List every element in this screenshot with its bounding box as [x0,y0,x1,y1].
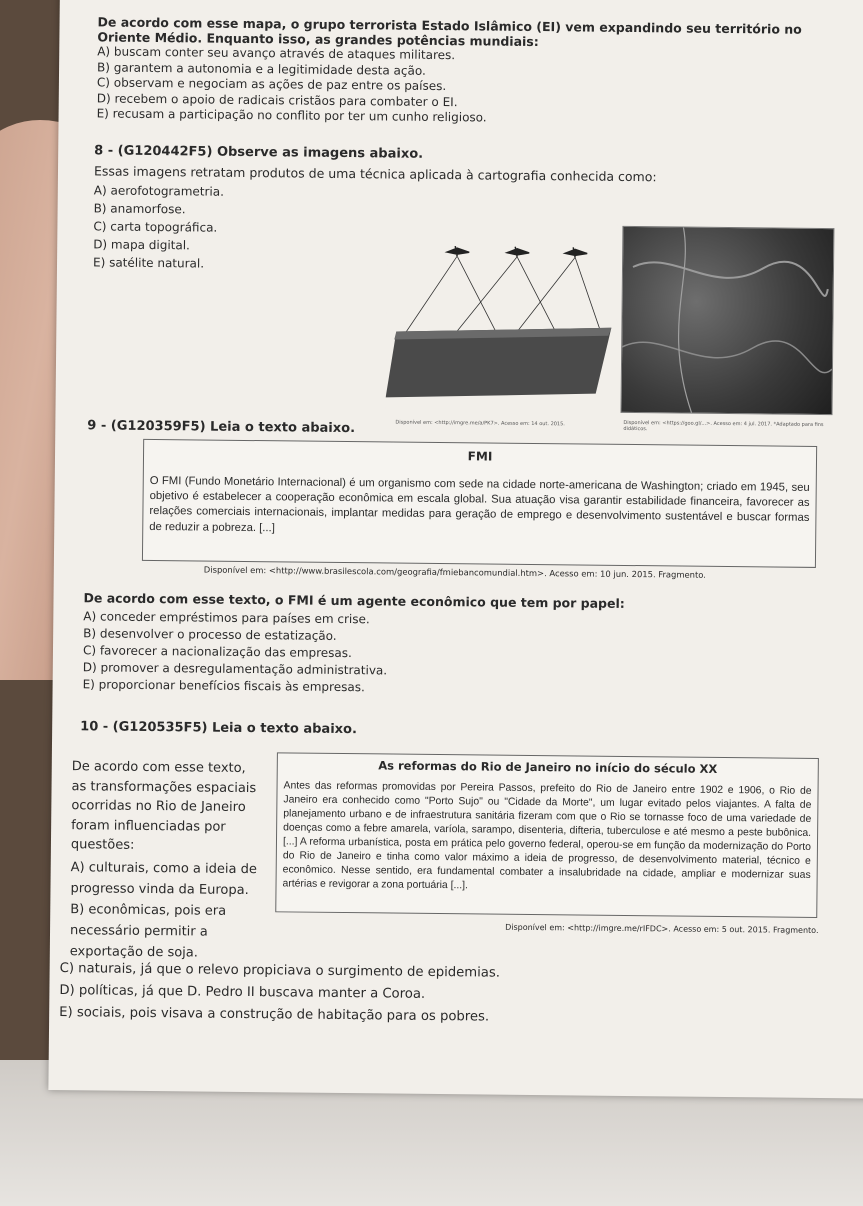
q10-text-box [275,752,819,918]
q10-stem [71,757,277,857]
q7-option-a[interactable]: A) buscam conter seu avanço através de ataques militares. [97,44,456,63]
q9-box-text: O FMI (Fundo Monetário Internacional) é um organismo com sede na cidade norte-americana de Washington; criado em 1945, seu objetivo é estabelecer a cooperação econômica em escala global. Sua atuação visa garantir estabilidade financeira, favorecer as relações comerciais internacionais, implantar medidas para geração de emprego e desenvolvimento sustentável e buscar formas de reduzir a pobreza. [...] [149,474,810,534]
q9-option-c[interactable]: C) favorecer a nacionalização das empresas. [82,643,352,661]
q10-option-e[interactable]: E) sociais, pois visava a construção de habitação para os pobres. [59,1005,490,1025]
q8-options [93,181,354,274]
q7-option-b[interactable]: B) garantem a autonomia e a legitimidade desta ação. [97,59,426,78]
q10-box-title: As reformas do Rio de Janeiro no início do século XX [378,758,718,776]
q10-option-b-cont[interactable]: necessário permitir a [69,923,208,940]
airplane-icons [447,246,587,257]
q7-option-d[interactable]: D) recebem o apoio de radicais cristãos para combater o EI. [96,90,458,109]
q8-stem: Essas imagens retratam produtos de uma técnica aplicada à cartografia conhecida como: [93,163,657,185]
q9-option-a[interactable]: A) conceder empréstimos para países em crise. [83,609,370,627]
q9-option-e[interactable]: E) proporcionar benefícios fiscais às empresas. [82,677,365,695]
q10-option-d[interactable]: D) políticas, já que D. Pedro II buscava manter a Coroa. [59,983,426,1002]
q7-stem: De acordo com esse mapa, o grupo terrorista Estado Islâmico (EI) vem expandindo seu território no Oriente Médio. Enquanto isso, as grandes potências mundiais: [97,14,802,50]
q9-stem: De acordo com esse texto, o FMI é um agente econômico que tem por papel: [83,590,625,611]
q10-options-left [70,857,276,964]
q10-options-full [59,958,760,1031]
q10-heading: 10 - (G120535F5) Leia o texto abaixo. [80,719,358,738]
q7-options [97,44,798,129]
q10-option-c[interactable]: C) naturais, já que o relevo propiciava o surgimento de epidemias. [59,961,501,981]
q9-options [83,608,584,698]
q10-source: Disponível em: <http://imgre.me/rIFDC>. Acesso em: 5 out. 2015. Fragmento. [505,922,819,935]
q8-caption-left: Disponível em: <http://imgre.me/a/PK7>. Acesso em: 14 out. 2015. [395,419,565,428]
q7-option-c[interactable]: C) observam e negociam as ações de paz entre os países. [96,75,447,94]
q10-box-text: Antes das reformas promovidas por Pereira Passos, prefeito do Rio de Janeiro entre 1902 e 1906, o Rio de Janeiro era conhecido como "Porto Sujo" ou "Cidade da Morte", um lugar evitado pelos viajantes. A falta de planejamento urbano e de infraestrutura sanitária fizeram com que o Rio se tornasse foco de uma variedade de doenças como a febre amarela, varíola, sarampo, disenteria, difteria, tuberculose e até mesmo a peste bubônica. [...] A reforma urbanística, posta em prática pelo governo federal, operou-se em função da modernização do Porto do Rio de Janeiro e tinha como valor máximo a ideia de progresso, de desenvolvimento material, técnico e econômico. Nesse sentido, era fundamental combater a insalubridade na cidade, ampliar e modernizar suas artérias e revigorar a zona portuária [...]. [282,780,812,892]
q10-option-b[interactable]: B) econômicas, pois era [70,902,227,919]
q9-heading: 9 - (G120359F5) Leia o texto abaixo. [87,418,356,437]
q10-stem-line: De acordo com esse texto, [71,759,246,776]
q10-stem-line: ocorridas no Rio de Janeiro [71,798,246,815]
q9-source: Disponível em: <http://www.brasilescola.com/geografia/fmiebancomundial.htm>. Acesso em: 10 jun. 2015. Fragmento. [203,564,706,580]
q10-stem-line: foram influenciadas por [71,817,226,835]
q10-option-b-cont[interactable]: exportação de soja. [69,944,199,961]
q8-option-e[interactable]: E) satélite natural. [92,255,205,271]
q9-text-box [142,439,817,568]
satellite-image [620,226,834,415]
aerial-photography-diagram [385,221,617,413]
exam-page [48,0,863,1099]
q10-option-a[interactable]: A) culturais, como a ideia de [70,860,257,878]
q8-option-c[interactable]: C) carta topográfica. [93,219,218,235]
q9-option-b[interactable]: B) desenvolver o processo de estatização. [83,626,337,643]
q8-option-d[interactable]: D) mapa digital. [93,237,190,253]
q10-stem-line: as transformações espaciais [71,778,257,796]
q10-stem-line: questões: [70,837,135,853]
q8-option-a[interactable]: A) aerofotogrametria. [93,183,225,199]
q10-option-a-cont[interactable]: progresso vinda da Europa. [70,881,249,899]
aerial-photography-svg [385,221,617,413]
q9-box-title: FMI [467,449,493,464]
satellite-texture [622,227,834,414]
q8-option-b[interactable]: B) anamorfose. [93,201,186,217]
q8-heading: 8 - (G120442F5) Observe as imagens abaixo. [94,143,424,162]
q9-option-d[interactable]: D) promover a desregulamentação administrativa. [82,660,388,678]
q8-caption-right: Disponível em: <https://goo.gl/...>. Acesso em: 4 jul. 2017. *Adaptado para fins didáticos. [623,419,824,433]
q7-option-e[interactable]: E) recusam a participação no conflito por ter um cunho religioso. [96,106,487,125]
